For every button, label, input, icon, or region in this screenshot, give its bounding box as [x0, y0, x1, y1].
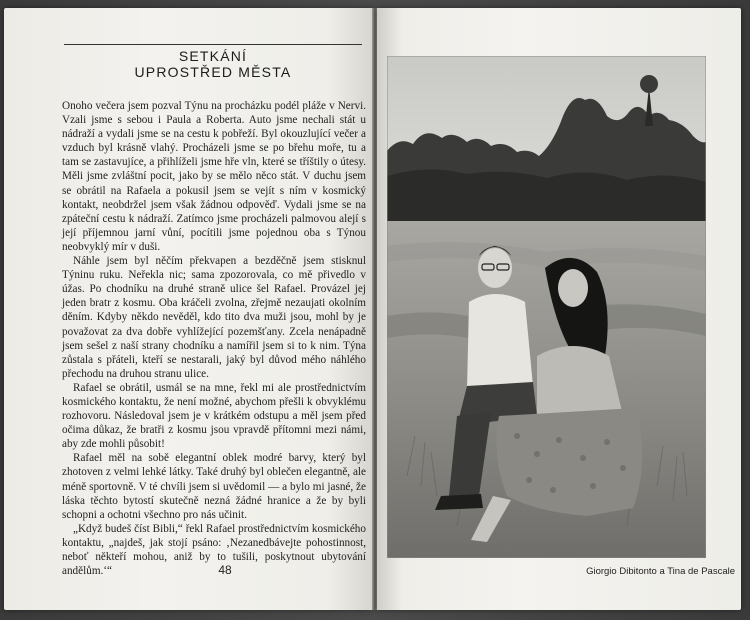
photograph	[387, 56, 706, 558]
chapter-title	[64, 48, 362, 80]
paragraph-3: Rafael se obrátil, usmál se na mne, řekl mi ale prostřednictvím kosmického kontaktu, že není možné, abychom přešli k obvyklému rozhovoru. Následoval jsem je v krátkém odstupu a měl jsem před očima důkaz, že bratři z kosmu jsou vpravdě přítomni mezi námi, aby zde mohli působit!	[62, 381, 366, 451]
paragraph-2: Náhle jsem byl něčím překvapen a bezděčně jsem stisknul Týninu ruku. Neřekla nic; sama zpozorovala, co mě přivedlo v úžas. Po chodníku na druhé straně ulice šel Rafael. Provázel jej jeden bratr z kosmu. Oba kráčeli zvolna, zřejmě nezaujati okolním děním. Kdyby někdo nevěděl, kdo tito dva muži jsou, mohl by je považovat za dva dobře vyhlížející pozemšťany. Zcela nenápadně jsem sešel z naší strany chodníku a namířil jsem si to k nim. Týna zůstala s přáteli, kteří se nestarali, jaký byl důvod mého náhlého přechodu na druhou stranu ulice.	[62, 255, 366, 380]
chapter-title-line-2: UPROSTŘED MĚSTA	[134, 64, 292, 80]
paragraph-1: Onoho večera jsem pozval Týnu na procházku podél pláže v Nervi. Vzali jsme s sebou i Paula a Roberta. Auto jsme nechali stát u nádraží a vydali jsme se na cestu k pobřeží. Byl okouzlující večer a vzduch byl krásně vlahý. Procházeli jsme se po břehu moře, tu a tam se zastavujíce, a přihlíželi jsme hře vln, které se tříštily o útesy. Měli jsme zvláštní pocit, jako by se mělo něco stát. V duchu jsem se obrátil na Rafaela a pokusil jsem se vejít s ním v kosmický kontakt, neobdržel jsem však žádnou odpověď. Vydali jsme se na zpáteční cestu k nádraží. Zatímco jsme procházeli palmovou alejí s její příjemnou jarní vůní, pocítili jsme pojednou oba s Týnou neobvyklý mír v duši.	[62, 100, 366, 253]
page-number: 48	[218, 563, 232, 577]
body-text	[62, 99, 366, 578]
paragraph-4: Rafael měl na sobě elegantní oblek modré barvy, který byl zhotoven z velmi lehké látky. Také druhý byl oblečen elegantně, ale méně sportovně. V té chvíli jsem si uvědomil — a bylo mi jasné, že láska těchto bytostí skutečně nezná žádné hranice a že by byli schopni a ochotni všechno pro nás učinit.	[62, 452, 366, 521]
photo-caption: Giorgio Dibitonto a Tina de Pascale	[586, 566, 735, 577]
heading-rule	[64, 44, 362, 45]
chapter-title-line-1: SETKÁNÍ	[178, 48, 248, 64]
paragraph-5: „Když budeš číst Bibli,“ řekl Rafael prostřednictvím kosmického kontaktu, „najdeš, jak stojí psáno: ‚Nezanedbávejte pohostinnost, neboť někteří mohou, aniž by to tušili, poskytnout ubytování andělům.‘“	[62, 522, 366, 578]
photograph-illustration	[387, 56, 706, 558]
